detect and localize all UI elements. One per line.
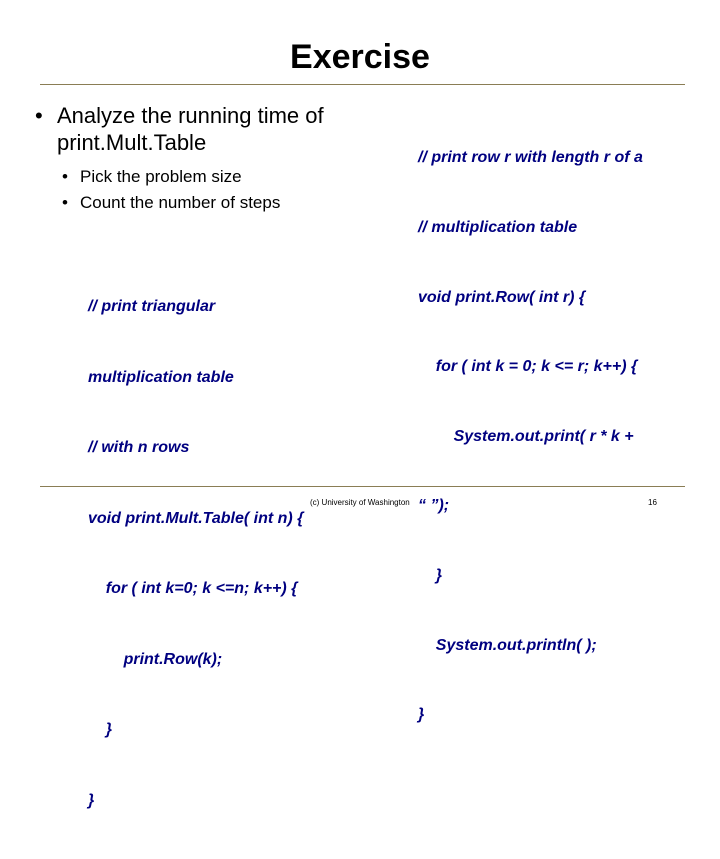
sub-bullet [62, 164, 382, 190]
code-line: void print.Mult.Table( int n) { [88, 509, 304, 527]
slide-title: Exercise [290, 38, 430, 76]
footer-copyright: (c) University of Washington [310, 498, 410, 507]
code-line: // multiplication table [418, 219, 578, 237]
sub-bullet [62, 190, 382, 216]
bullet-glyph: • [62, 167, 68, 186]
main-bullet-text: Analyze the running time of print.Mult.Table [57, 103, 324, 155]
code-line: // print triangular [88, 298, 216, 315]
bullet-glyph: • [35, 103, 43, 128]
right-code-block [418, 100, 643, 773]
code-line: System.out.println( ); [418, 636, 597, 654]
code-line: // with n rows [88, 439, 190, 456]
left-code-block [88, 248, 303, 859]
bullet-glyph: • [62, 193, 68, 212]
code-line: } [88, 791, 95, 809]
code-line: System.out.print( r * k + [418, 427, 634, 445]
code-line: “ ”); [418, 497, 450, 515]
footer-divider [40, 486, 685, 487]
code-line: } [418, 706, 425, 724]
code-line: } [88, 721, 113, 738]
title-divider [40, 84, 685, 85]
sub-bullet-list [62, 164, 382, 216]
page-number: 16 [648, 498, 657, 507]
code-line: // print row r with length r of a [418, 149, 643, 167]
sub-bullet-text: Count the number of steps [80, 193, 281, 212]
code-line: multiplication table [88, 368, 234, 386]
code-line: for ( int k=0; k <=n; k++) { [88, 580, 298, 597]
code-line: void print.Row( int r) { [418, 288, 586, 306]
code-line: } [418, 567, 443, 585]
main-bullet [35, 102, 375, 156]
code-line: print.Row(k); [88, 650, 223, 668]
code-line: for ( int k = 0; k <= r; k++) { [418, 358, 638, 376]
sub-bullet-text: Pick the problem size [80, 167, 242, 186]
